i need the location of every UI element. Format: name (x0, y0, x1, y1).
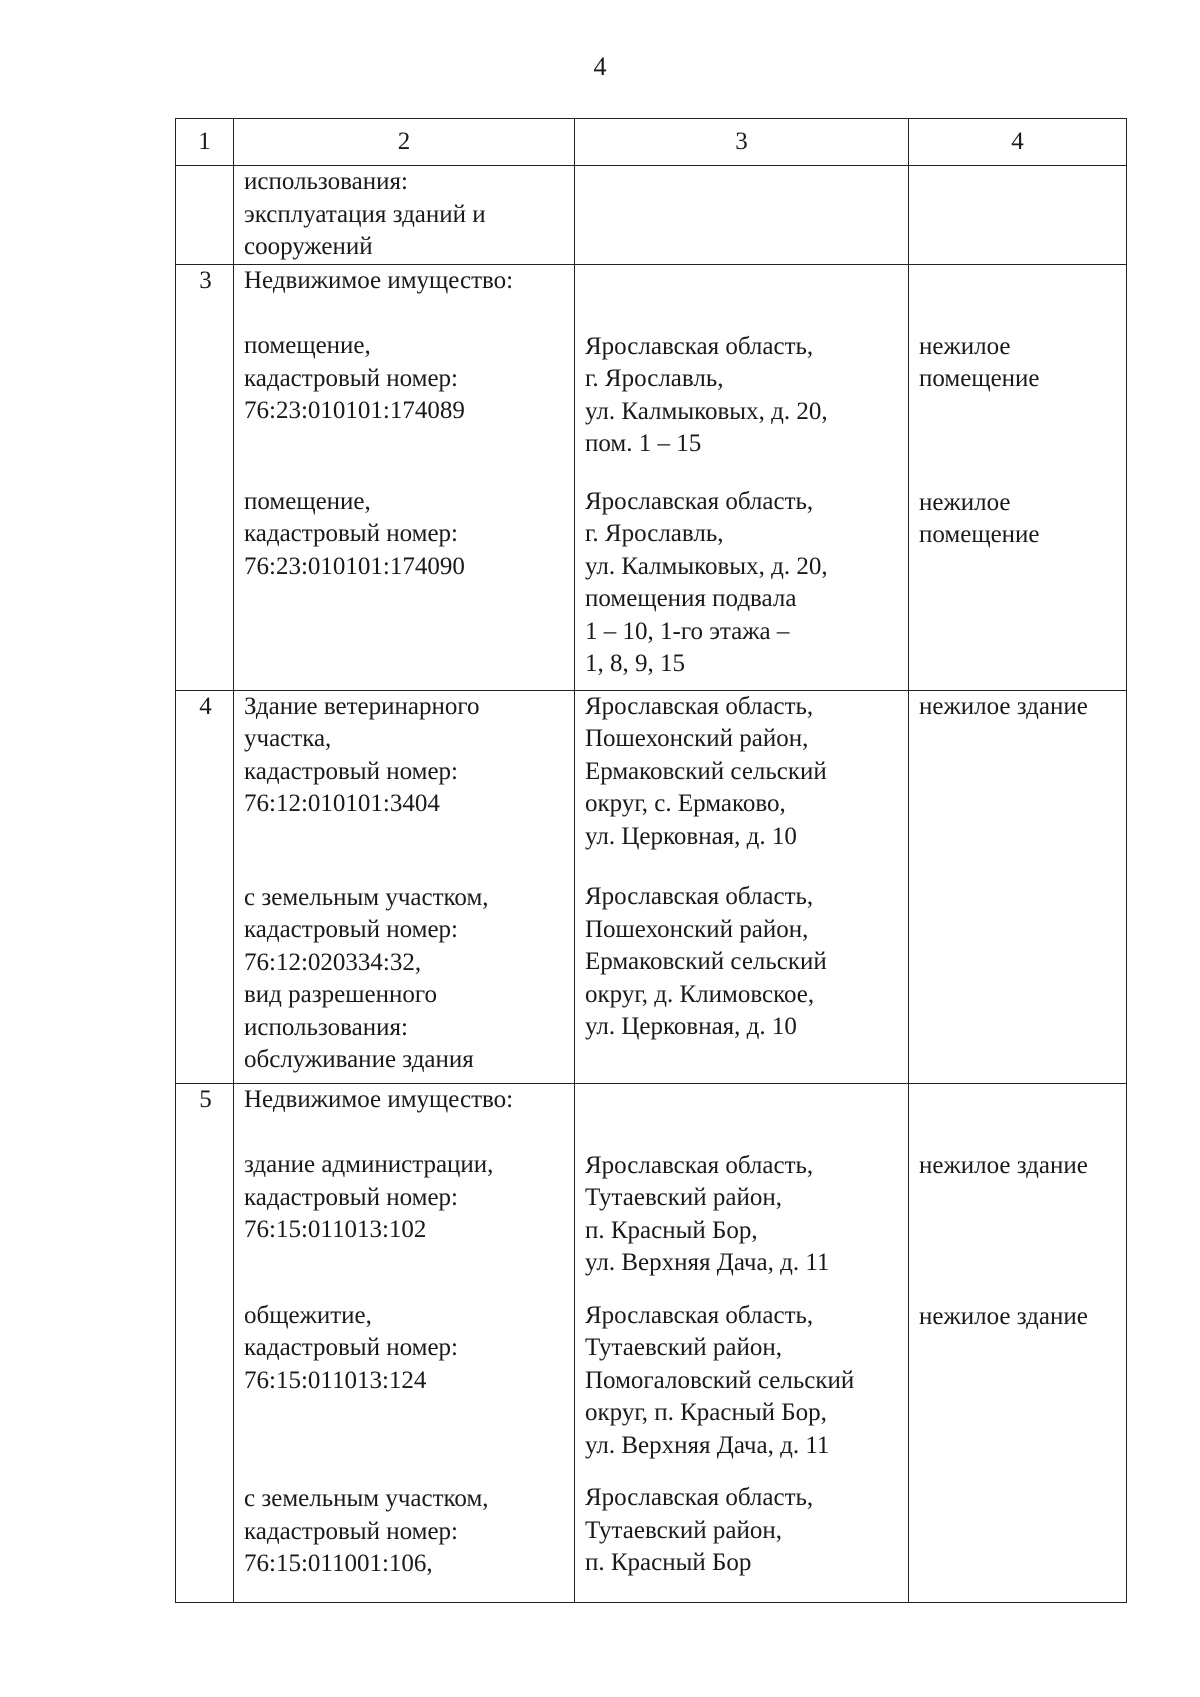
address-text: Ярославская область, Пошехонский район, Ермаковский сельский округ, д. Климовское, ул. Церковная, д. 10 (585, 883, 827, 1040)
object-text: помещение, кадастровый номер: 76:23:010101:174089 (244, 332, 465, 424)
object-text: с земельным участком, кадастровый номер: 76:15:011001:106, (244, 1485, 489, 1577)
table-row (176, 1083, 1127, 1602)
type-cell (909, 166, 1127, 265)
type-text: нежилое помещение (919, 332, 1040, 392)
object-text: Недвижимое имущество: (244, 266, 514, 294)
address-text: Ярославская область, Тутаевский район, Помогаловский сельский округ, п. Красный Бор, ул. Верхняя Дача, д. 11 (585, 1301, 855, 1459)
table-row (176, 264, 1127, 690)
table-row (176, 690, 1127, 1083)
type-cell (909, 1083, 1127, 1602)
address-text: Ярославская область, г. Ярославль, ул. Калмыковых, д. 20, пом. 1 – 15 (585, 332, 828, 457)
address-text: Ярославская область, Пошехонский район, Ермаковский сельский округ, с. Ермаково, ул. Церковная, д. 10 (585, 692, 827, 850)
header-cell: 2 (234, 119, 575, 166)
header-cell: 4 (909, 119, 1127, 166)
object-text: Здание ветеринарного участка, кадастровый номер: 76:12:010101:3404 (244, 692, 480, 817)
object-cell (234, 690, 575, 1083)
table-row (176, 166, 1127, 265)
row-number-cell (176, 166, 234, 265)
table-header-row (176, 119, 1127, 166)
address-cell (575, 1083, 909, 1602)
address-text: Ярославская область, Тутаевский район, п. Красный Бор, ул. Верхняя Дача, д. 11 (585, 1151, 830, 1276)
address-text: Ярославская область, г. Ярославль, ул. Калмыковых, д. 20, помещения подвала 1 – 10, 1-го этажа – 1, 8, 9, 15 (585, 487, 828, 677)
object-text: Недвижимое имущество: (244, 1085, 514, 1113)
row-number-cell: 3 (176, 264, 234, 690)
row-number-cell: 5 (176, 1083, 234, 1602)
type-text: нежилое здание (919, 1151, 1088, 1179)
type-text: нежилое здание (919, 692, 1088, 720)
object-text: помещение, кадастровый номер: 76:23:010101:174090 (244, 487, 465, 580)
header-cell: 3 (575, 119, 909, 166)
object-cell (234, 264, 575, 690)
type-text: нежилое здание (919, 1303, 1088, 1330)
header-cell: 1 (176, 119, 234, 166)
address-cell (575, 264, 909, 690)
object-cell (234, 1083, 575, 1602)
object-cell (234, 166, 575, 265)
object-text: с земельным участком, кадастровый номер: 76:12:020334:32, вид разрешенного использования: обслуживание здания (244, 883, 489, 1073)
object-text: общежитие, кадастровый номер: 76:15:011013:124 (244, 1301, 459, 1394)
row-number-cell: 4 (176, 690, 234, 1083)
page-number: 4 (593, 52, 607, 81)
object-text: здание администрации, кадастровый номер: 76:15:011013:102 (244, 1151, 494, 1243)
type-cell (909, 690, 1127, 1083)
address-cell (575, 690, 909, 1083)
property-table (175, 118, 1127, 1603)
object-text: использования: эксплуатация зданий и сооружений (244, 168, 486, 260)
type-text: нежилое помещение (919, 488, 1040, 548)
type-cell (909, 264, 1127, 690)
address-cell (575, 166, 909, 265)
address-text: Ярославская область, Тутаевский район, п. Красный Бор (585, 1484, 814, 1576)
